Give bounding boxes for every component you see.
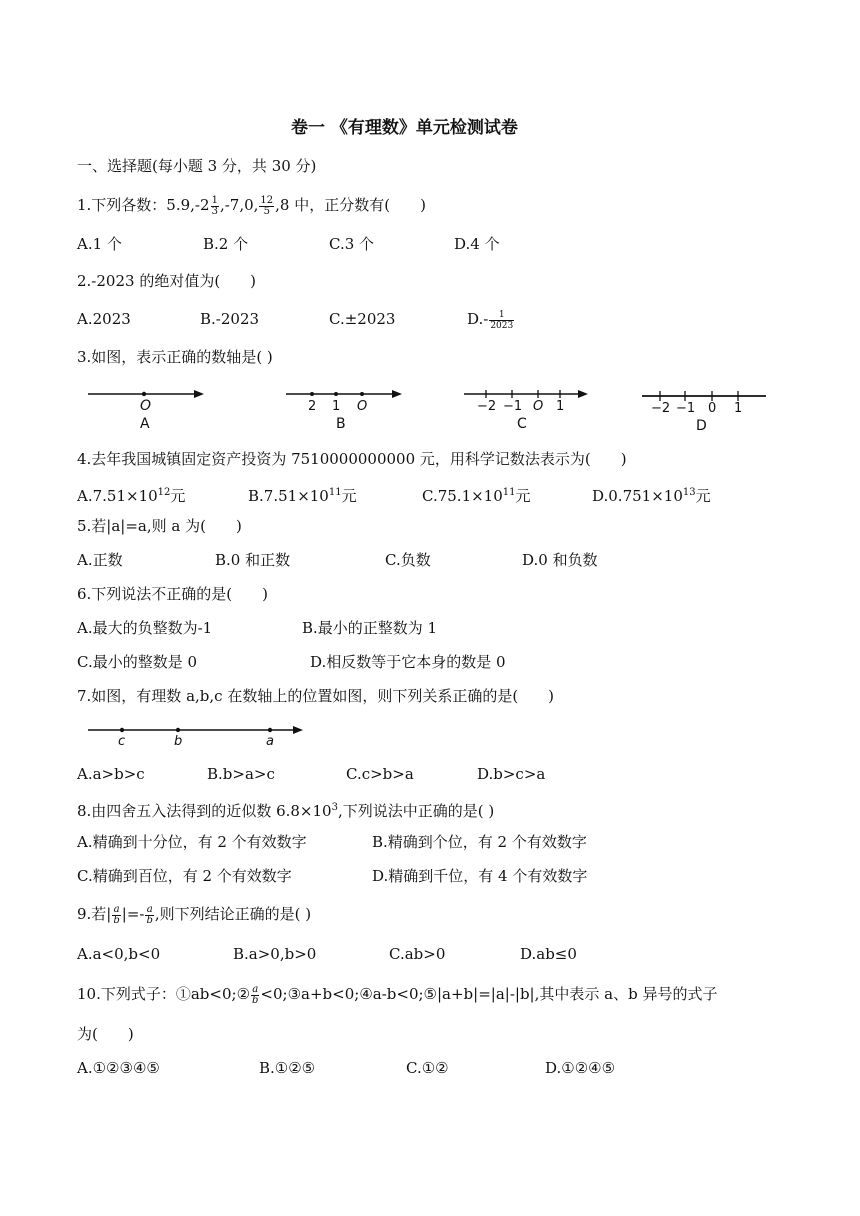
fraction: $\frac{a}{b}$: [113, 903, 120, 926]
question-8-option-c: C.精确到百位，有 2 个有效数字: [77, 867, 292, 885]
axis-label: 1: [556, 399, 565, 414]
question-10-stem: 10.下列式子：①ab<0;② $\frac{a}{b}$ <0;③a+b<0;④a-b<0;⑤|a+b|=|a|-|b|,其中表示 a、b 异号的式子: [77, 983, 718, 1006]
point-label-b: b: [174, 734, 183, 748]
question-5-option-b: B.0 和正数: [215, 551, 291, 569]
question-9-option-b: B.a>0,b>0: [233, 945, 317, 963]
axis-label: 0: [708, 401, 717, 416]
question-6-stem: 6.下列说法不正确的是( ): [77, 585, 269, 603]
axis-label: 1: [332, 399, 341, 414]
question-6-option-c: C.最小的整数是 0: [77, 653, 198, 671]
question-5-option-c: C.负数: [385, 551, 431, 569]
axis-label: 1: [734, 401, 743, 416]
number-line-d: [640, 386, 770, 436]
question-9-option-a: A.a<0,b<0: [77, 945, 161, 963]
question-9-option-d: D.ab≤0: [520, 945, 577, 963]
number-line-a: [86, 384, 206, 434]
section-heading: 一、选择题(每小题 3 分，共 30 分): [77, 157, 317, 175]
fraction: $\frac{1}{2023}$: [490, 309, 514, 331]
question-1-stem: 1.下列各数：5.9,-2 $\frac{1}{3}$ ,-7,0, $\frac{12}{5}$ ,8 中，正分数有( ): [77, 194, 426, 217]
point-label-a: a: [266, 734, 274, 748]
question-2-option-c: C.±2023: [329, 310, 396, 328]
question-5-option-d: D.0 和负数: [522, 551, 598, 569]
question-4-stem: 4.去年我国城镇固定资产投资为 7510000000000 元，用科学记数法表示为( ): [77, 450, 627, 468]
question-6-option-b: B.最小的正整数为 1: [302, 619, 438, 637]
question-9-option-c: C.ab>0: [389, 945, 446, 963]
question-7-option-d: D.b>c>a: [477, 765, 546, 783]
question-5-stem: 5.若|a|=a,则 a 为( ): [77, 517, 242, 535]
figure-caption: C: [517, 416, 527, 432]
figure-caption: D: [696, 418, 707, 434]
figure-caption: A: [140, 416, 150, 432]
axis-label: −1: [503, 399, 523, 414]
question-7-option-a: A.a>b>c: [77, 765, 145, 783]
question-6-option-d: D.相反数等于它本身的数是 0: [310, 653, 506, 671]
question-8-option-b: B.精确到个位，有 2 个有效数字: [372, 833, 587, 851]
axis-label: O: [533, 399, 544, 414]
question-1-option-c: C.3 个: [329, 235, 375, 253]
question-1-option-a: A.1 个: [77, 235, 122, 253]
axis-label: −2: [477, 399, 497, 414]
question-10-option-c: C.①②: [406, 1059, 449, 1077]
question-10-option-a: A.①②③④⑤: [77, 1059, 160, 1077]
fraction: $\frac{12}{5}$: [260, 194, 274, 217]
question-1-option-d: D.4 个: [454, 235, 500, 253]
question-10-option-d: D.①②④⑤: [545, 1059, 616, 1077]
question-7-option-b: B.b>a>c: [207, 765, 275, 783]
question-2-option-b: B.-2023: [200, 310, 260, 328]
question-8-stem: 8.由四舍五入法得到的近似数 $6.8\times 10^3$,下列说法中正确的是( ): [77, 802, 495, 820]
question-7-stem: 7.如图，有理数 a,b,c 在数轴上的位置如图，则下列关系正确的是( ): [77, 687, 555, 705]
point-label-c: c: [118, 734, 126, 748]
figure-caption: B: [336, 416, 346, 432]
axis-label: −2: [651, 401, 671, 416]
question-6-option-a: A.最大的负整数为-1: [77, 619, 213, 637]
question-10-stem-line2: 为( ): [77, 1025, 134, 1043]
axis-label: O: [140, 398, 152, 414]
question-8-option-a: A.精确到十分位，有 2 个有效数字: [77, 833, 307, 851]
question-4-option-c: $C.75.1\times 10^{11}$元: [422, 487, 531, 505]
page-title: 卷一 《有理数》单元检测试卷: [291, 118, 518, 138]
question-8-option-d: D.精确到千位，有 4 个有效数字: [372, 867, 588, 885]
number-line-c: [462, 384, 592, 434]
axis-label: −1: [676, 401, 696, 416]
question-4-option-d: $D.0.751\times 10^{13}$元: [592, 487, 711, 505]
fraction: $\frac{1}{3}$: [211, 194, 218, 217]
question-1-option-b: B.2 个: [203, 235, 249, 253]
question-3-stem: 3.如图，表示正确的数轴是( ): [77, 348, 273, 366]
question-10-option-b: B.①②⑤: [259, 1059, 316, 1077]
question-2-option-d: D.- $\frac{1}{2023}$: [467, 309, 514, 331]
question-7-option-c: C.c>b>a: [346, 765, 414, 783]
fraction: $\frac{a}{b}$: [252, 983, 259, 1006]
question-9-stem: 9.若| $\frac{a}{b}$ |=- $\frac{a}{b}$ ,则下列结论正确的是( ): [77, 903, 312, 926]
axis-label: O: [357, 399, 368, 414]
question-4-option-b: $B.7.51\times 10^{11}$元: [248, 487, 357, 505]
number-line-abc: [84, 720, 309, 748]
axis-label: 2: [308, 399, 317, 414]
fraction: $\frac{a}{b}$: [146, 903, 153, 926]
question-2-option-a: A.2023: [77, 310, 131, 328]
question-2-stem: 2.-2023 的绝对值为( ): [77, 272, 257, 290]
question-5-option-a: A.正数: [77, 551, 123, 569]
number-line-b: [284, 384, 404, 434]
question-4-option-a: $A.7.51\times 10^{12}$元: [77, 487, 186, 505]
